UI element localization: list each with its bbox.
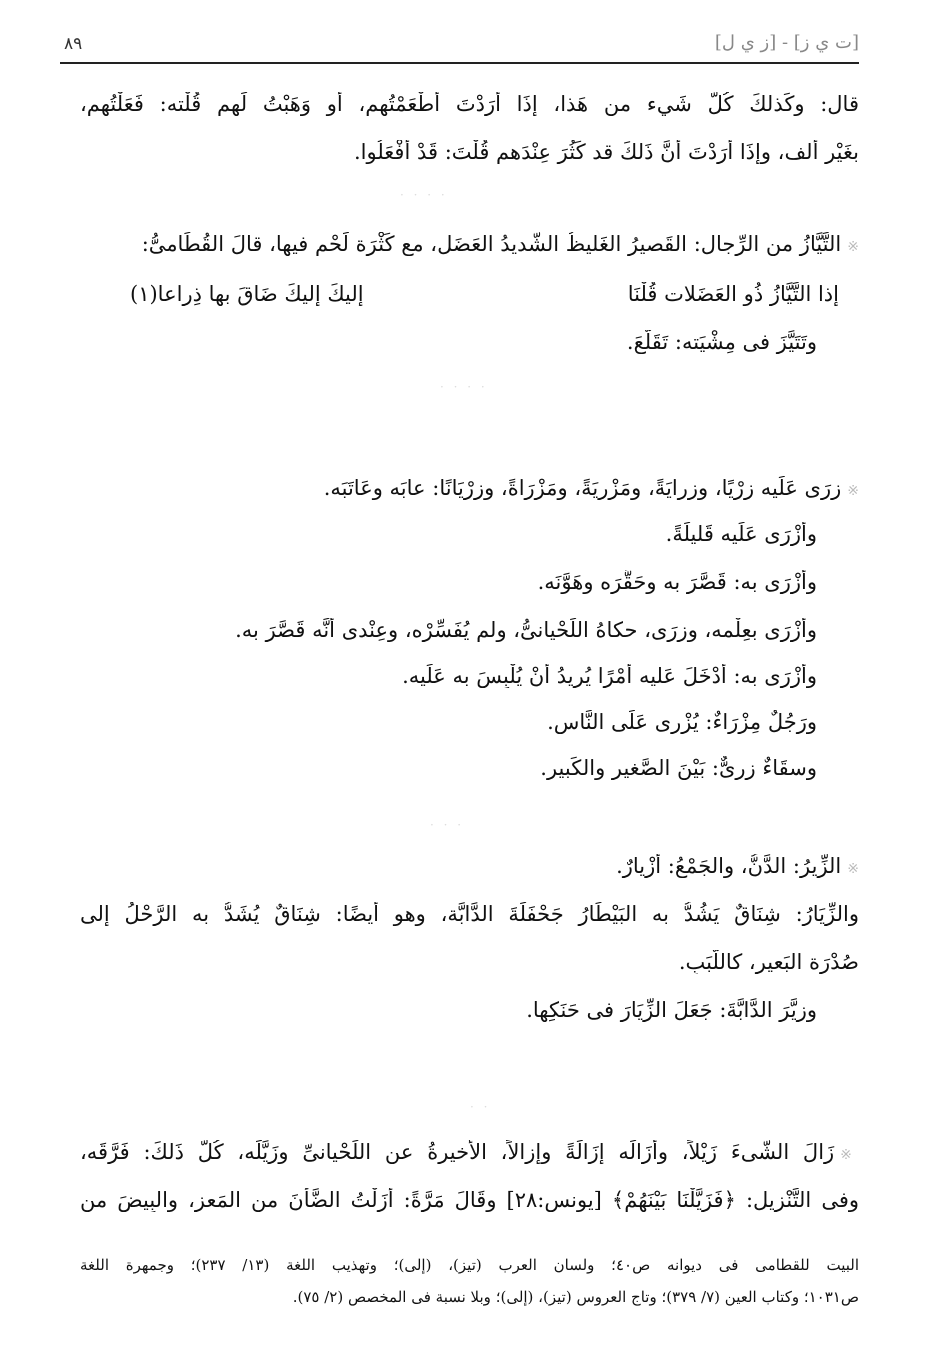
zry-line-7: وسقَاءٌ زرِىٌّ: بَيْنَ الصَّغيرِ والكَبيرِ. [540,756,817,780]
header-rule [60,62,859,64]
page-header [60,28,859,64]
section-divider: · · · [430,818,465,832]
entry-mark-icon: ※ [847,861,859,877]
zyr-line-2: والزِّيَارُ: شِنَاقٌ يَشُدُّ به البَيْطَارُ جَحْفَلَةَ الدَّابَّة، وهو أيضًا: شِنَاقٌ يُشَدُّ به الرَّحْلُ إلى [80,902,859,926]
entry-mark-icon: ※ [847,239,859,255]
section-divider: · · · · [440,380,488,394]
zyr-line-3: صُدْرَة البَعير، كاللَّبَبِ. [678,950,859,974]
tyz-line-3: وتَتَيَّزَ فى مِشْيَته: تَقَلَّعَ. [626,330,817,354]
zyl-line-1: ※زَالَ الشَّىءَ زَيْلاً، وأَزَالَه إزَالَةً وإزالاً، الأخيرةُ عن اللِّحْيانىِّ وزَيَّلَه، كُلُّ ذَلكَ: فَرَّقَه، [80,1140,859,1164]
page-number: ٨٩ [64,34,83,54]
tyz-entry-line-1 [80,232,859,256]
zry-line-4: وأزْرَى بعِلْمه، وزرَى، حكاهُ اللِّحْيانىُّ، ولم يُفَسِّرْه، وعِنْدى أَنَّه قَصَّرَ به. [235,618,817,642]
intro-line-1: قال: وكَذلكَ كُلُّ شَيء من هَذا، إذَا أَرَدْتَ أَطْعَمْتُهم، أو وَهَبْتُ لَهم قُلْته: فَعَلْتُهم، [80,92,859,116]
footnote-line-2: ص١٠٣١؛ وكتاب العين (٧/ ٣٧٩)؛ وتاج العروس (تيز)، (إلى)؛ وبلا نسبة فى المخصص (٢/ ٧٥). [292,1288,859,1306]
zyl-line-2: وفى التَّنْزيل: ﴿فَزَيَّلْنَا بَيْنَهُمْ﴾ [يونس:٢٨] وقَالَ مَرَّةً: أَزَلْتُ الضَّأْنَ من المَعزِ، والبِيضَ من [80,1188,859,1212]
tyz-entry-text: التَّيَّازُ من الرِّجال: القَصيرُ الغَليظُ الشَّديدُ العَضَلِ، مع كَثْرَة لَحْم فيها، قالَ القُطَامىُّ: [141,232,842,256]
poem-hemistich-right: إذا التَّيَّازُ ذُو العَضَلات قُلْنَا [627,282,839,306]
zry-line-5: وأزْرَى به: أَدْخَلَ عَليه أَمْرًا يُريدُ أَنْ يُلْبِسَ به عَلَيه. [402,664,817,688]
zry-line-6: ورَجُلٌ مِزْرَاءٌ: يُزْرى عَلَى النَّاسِ. [547,710,817,734]
footnote-line-1: البيت للقطامى فى ديوانه ص٤٠؛ ولسان العرب (تيز)، (إلى)؛ وتهذيب اللغة (١٣/ ٢٣٧)؛ وجمهرة اللغة [80,1256,859,1274]
poem-hemistich-left: إليكَ إليكَ ضَاقَ بها ذِراعا(١) [130,282,364,306]
zry-line-3: وأزْرَى به: قَصَّرَ به وحَقَّرَه وهَوَّنَه. [537,570,817,594]
intro-line-2: بغَيْرِ ألف، وإذَا أَرَدْتَ أَنَّ ذَلكَ قد كَثُرَ عِنْدَهم قُلْتَ: قَدْ أَفْعَلُوا. [353,140,859,164]
entry-mark-icon: ※ [840,1147,859,1163]
zyr-line-1: ※الزِّيرُ: الدَّنُّ، والجَمْعُ: أَزْيارٌ. [616,854,859,878]
entry-mark-icon: ※ [847,483,859,499]
running-head: [ت ي ز] - [ز ي ل] [714,32,859,53]
poem-line [130,282,839,306]
zyr-line-4: وزيَّرَ الدَّابَّةَ: جَعَلَ الزِّيَارَ فى حَنَكِها. [526,998,817,1022]
zry-line-2: وأزْرَى عَلَيه قَليلَةً. [665,522,817,546]
section-divider: · · [470,1100,491,1114]
zry-line-1: ※زرَى عَلَيه زرْيًا، وزرايَةً، ومَزْريَةً، ومَزْرَاةً، وزرْيَانًا: عابَه وعَاتَبَه. [323,476,859,500]
section-divider: · · · · [400,188,448,202]
